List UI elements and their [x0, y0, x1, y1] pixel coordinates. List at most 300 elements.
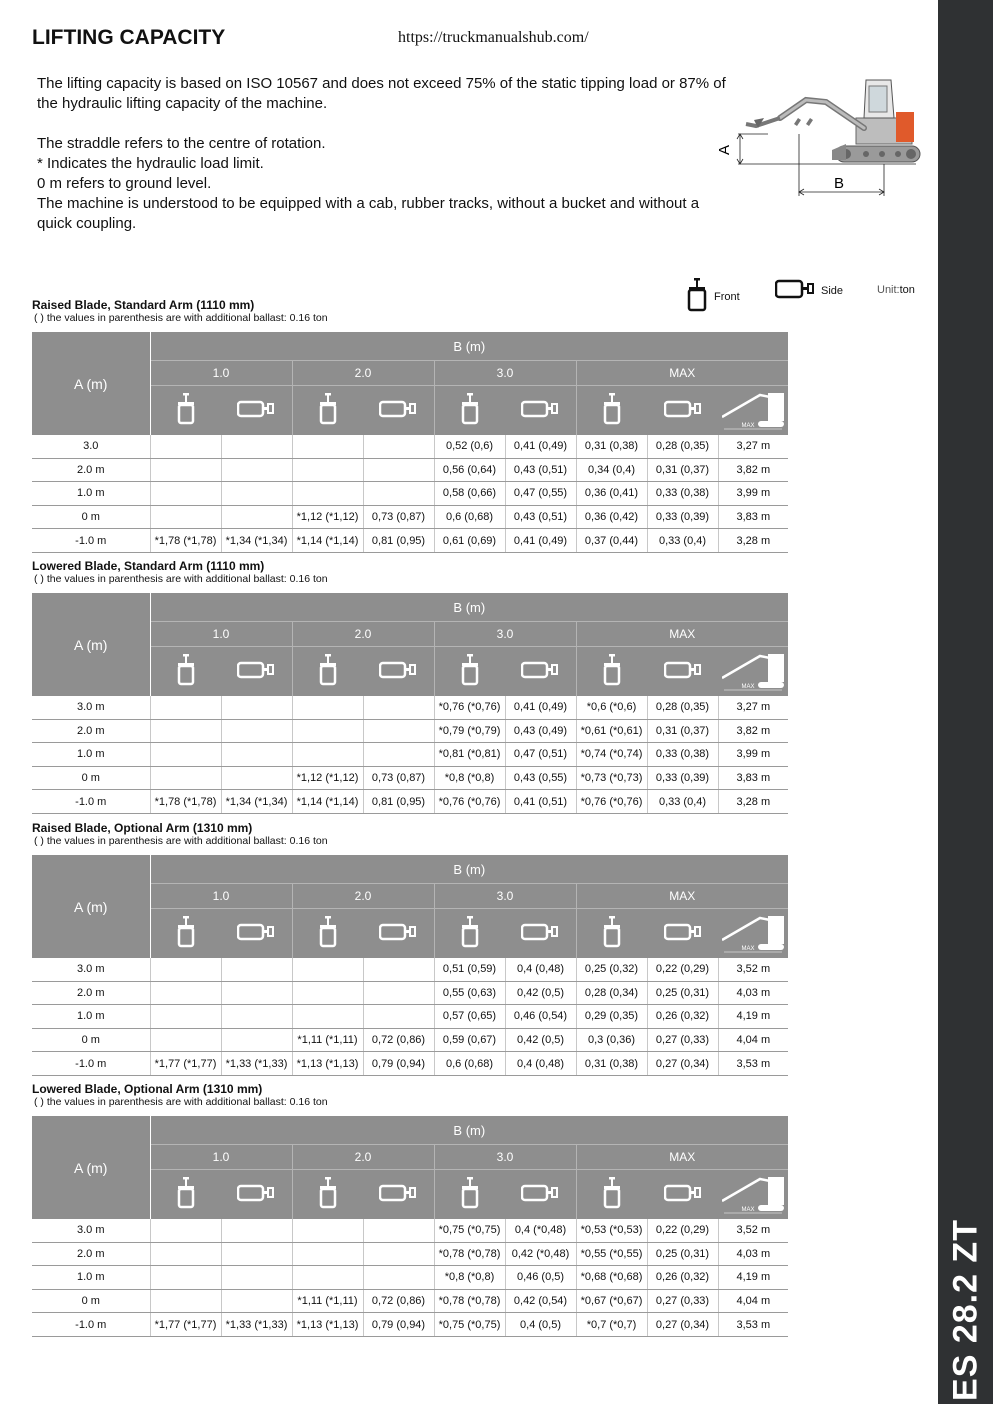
table-cell [150, 981, 221, 1005]
intro-line-equipment: The machine is understood to be equipped with a cab, rubber tracks, without a bucket and without a quick coupling. [37, 195, 700, 232]
table-cell: *0,55 (*0,55) [576, 1242, 647, 1266]
table-cell [292, 1242, 363, 1266]
table-cell [292, 1005, 363, 1029]
table-cell: *1,33 (*1,33) [221, 1313, 292, 1337]
table-cell: 0,25 (0,31) [647, 1242, 718, 1266]
row-height-cell: -1.0 m [32, 529, 150, 553]
table-cell: *0,7 (*0,7) [576, 1313, 647, 1337]
header-group: 2.0 [292, 1145, 434, 1170]
table-cell: *0,53 (*0,53) [576, 1219, 647, 1242]
table-cell [363, 435, 434, 458]
row-height-cell: -1.0 m [32, 790, 150, 814]
table-cell: 0,28 (0,35) [647, 435, 718, 458]
table-cell [363, 482, 434, 506]
table-row [32, 790, 788, 814]
table-cell: 4,03 m [718, 981, 788, 1005]
table-cell: 3,53 m [718, 1052, 788, 1076]
lifting-table [32, 593, 788, 814]
table-cell [363, 1219, 434, 1242]
section-title: Raised Blade, Optional Arm (1310 mm) [32, 821, 253, 835]
front-icon [150, 647, 221, 697]
header-group: 1.0 [150, 622, 292, 647]
table-cell: 3,28 m [718, 529, 788, 553]
table-cell [292, 458, 363, 482]
table-cell: 0,28 (0,34) [576, 981, 647, 1005]
source-url[interactable]: https://truckmanualshub.com/ [398, 29, 589, 46]
row-height-cell: 1.0 m [32, 482, 150, 506]
front-icon [576, 1170, 647, 1220]
table-cell [150, 1266, 221, 1290]
front-icon [576, 909, 647, 959]
table-cell [221, 719, 292, 743]
table-cell: *0,81 (*0,81) [434, 743, 505, 767]
table-cell: *0,79 (*0,79) [434, 719, 505, 743]
table-cell: *0,76 (*0,76) [576, 790, 647, 814]
table-cell [150, 435, 221, 458]
row-height-cell: -1.0 m [32, 1313, 150, 1337]
row-height-cell: 0 m [32, 1028, 150, 1052]
max-icon-label: MAX [741, 684, 755, 690]
table-cell: 0,29 (0,35) [576, 1005, 647, 1029]
lifting-table [32, 332, 788, 553]
table-cell: 0,51 (0,59) [434, 958, 505, 981]
header-a: A (m) [32, 1116, 150, 1219]
table-row [32, 696, 788, 719]
side-icon [363, 386, 434, 436]
table-cell: 3,82 m [718, 719, 788, 743]
table-cell: 0,43 (0,51) [505, 458, 576, 482]
table-cell [221, 435, 292, 458]
row-height-cell: 0 m [32, 505, 150, 529]
table-cell: 0,28 (0,35) [647, 696, 718, 719]
table-cell [363, 719, 434, 743]
table-cell [150, 458, 221, 482]
table-cell: 0,4 (0,48) [505, 1052, 576, 1076]
table-cell: *0,75 (*0,75) [434, 1313, 505, 1337]
table-cell [221, 458, 292, 482]
row-height-cell: -1.0 m [32, 1052, 150, 1076]
header-group: MAX [576, 622, 788, 647]
table-cell: 0,42 (0,54) [505, 1289, 576, 1313]
table-cell [150, 482, 221, 506]
dimension-b-label: B [833, 175, 845, 192]
table-cell [221, 1028, 292, 1052]
table-cell: 0,43 (0,49) [505, 719, 576, 743]
table-row [32, 482, 788, 506]
table-cell: 0,33 (0,39) [647, 766, 718, 790]
table-cell [221, 696, 292, 719]
table-cell [292, 435, 363, 458]
table-row [32, 719, 788, 743]
table-cell [150, 1028, 221, 1052]
front-icon [292, 1170, 363, 1220]
table-cell: 0,41 (0,51) [505, 790, 576, 814]
row-height-cell: 3.0 m [32, 696, 150, 719]
table-cell [292, 981, 363, 1005]
legend-front-label: Front [714, 290, 740, 303]
front-icon [292, 386, 363, 436]
table-cell: *1,12 (*1,12) [292, 766, 363, 790]
table-cell: 0,47 (0,51) [505, 743, 576, 767]
intro-line-asterisk: * Indicates the hydraulic load limit. [37, 155, 264, 172]
section-note: ( ) the values in parenthesis are with additional ballast: 0.16 ton [34, 573, 328, 585]
table-cell: 0,46 (0,54) [505, 1005, 576, 1029]
table-cell: 0,43 (0,51) [505, 505, 576, 529]
header-group: 3.0 [434, 884, 576, 909]
table-cell: 0,81 (0,95) [363, 529, 434, 553]
intro-text [37, 74, 737, 234]
table-cell [150, 1242, 221, 1266]
table-cell: *1,77 (*1,77) [150, 1313, 221, 1337]
header-b: B (m) [150, 593, 788, 622]
front-icon [434, 386, 505, 436]
table-cell: *0,74 (*0,74) [576, 743, 647, 767]
table-cell [363, 1266, 434, 1290]
table-cell [150, 1005, 221, 1029]
max-icon-label: MAX [741, 946, 755, 952]
front-icon [434, 909, 505, 959]
dimension-a-label: A [716, 144, 733, 156]
table-cell [292, 743, 363, 767]
model-name: ES 28.2 ZT [946, 1219, 984, 1401]
table-cell [221, 981, 292, 1005]
table-cell: 0,42 (*0,48) [505, 1242, 576, 1266]
table-cell: 0,59 (0,67) [434, 1028, 505, 1052]
lifting-table [32, 855, 788, 1076]
table-cell: 4,04 m [718, 1028, 788, 1052]
side-icon [647, 386, 718, 436]
section-note: ( ) the values in parenthesis are with additional ballast: 0.16 ton [34, 312, 328, 324]
table-cell: 0,36 (0,41) [576, 482, 647, 506]
table-row [32, 1266, 788, 1290]
table-cell [221, 1289, 292, 1313]
side-icon [505, 909, 576, 959]
table-cell: 3,27 m [718, 435, 788, 458]
intro-paragraph: The lifting capacity is based on ISO 10567 and does not exceed 75% of the static tipping load or 87% of the hydraulic lifting capacity of the machine. [37, 75, 726, 112]
table-cell [221, 1242, 292, 1266]
row-height-cell: 2.0 m [32, 719, 150, 743]
header-group: 2.0 [292, 884, 434, 909]
table-row [32, 1052, 788, 1076]
table-cell: 0,79 (0,94) [363, 1052, 434, 1076]
table-cell [292, 1219, 363, 1242]
header-group: 2.0 [292, 361, 434, 386]
table-row [32, 458, 788, 482]
front-icon [434, 1170, 505, 1220]
table-cell: 3,83 m [718, 766, 788, 790]
table-cell [221, 958, 292, 981]
table-cell: 0,26 (0,32) [647, 1266, 718, 1290]
header-b: B (m) [150, 1116, 788, 1145]
table-cell [150, 696, 221, 719]
header-group: MAX [576, 1145, 788, 1170]
table-cell [363, 981, 434, 1005]
table-cell: 0,31 (0,38) [576, 1052, 647, 1076]
table-row [32, 529, 788, 553]
table-row [32, 981, 788, 1005]
table-cell: 0,31 (0,38) [576, 435, 647, 458]
table-cell: *0,73 (*0,73) [576, 766, 647, 790]
table-cell: 0,61 (0,69) [434, 529, 505, 553]
side-icon [505, 647, 576, 697]
table-cell: 0,27 (0,34) [647, 1313, 718, 1337]
table-cell: 0,47 (0,55) [505, 482, 576, 506]
table-row [32, 1289, 788, 1313]
table-cell: *1,34 (*1,34) [221, 790, 292, 814]
side-icon [221, 1170, 292, 1220]
table-cell: *0,76 (*0,76) [434, 696, 505, 719]
row-height-cell: 0 m [32, 766, 150, 790]
front-icon [292, 909, 363, 959]
front-icon [576, 647, 647, 697]
table-cell: 3,82 m [718, 458, 788, 482]
header-group: 3.0 [434, 361, 576, 386]
side-icon [505, 386, 576, 436]
table-cell: 4,19 m [718, 1266, 788, 1290]
header-group: 2.0 [292, 622, 434, 647]
table-cell [150, 766, 221, 790]
table-cell: *0,8 (*0,8) [434, 766, 505, 790]
row-height-cell: 1.0 m [32, 1266, 150, 1290]
table-cell: 3,99 m [718, 482, 788, 506]
section-raised-optional [32, 821, 792, 1076]
max-reach-icon [718, 909, 788, 959]
table-cell: 3,52 m [718, 1219, 788, 1242]
table-cell: 0,31 (0,37) [647, 458, 718, 482]
table-cell [150, 958, 221, 981]
section-title: Lowered Blade, Optional Arm (1310 mm) [32, 1082, 263, 1096]
table-cell [363, 696, 434, 719]
table-row [32, 1028, 788, 1052]
table-cell: *1,33 (*1,33) [221, 1052, 292, 1076]
table-cell: 0,22 (0,29) [647, 958, 718, 981]
table-cell [221, 1005, 292, 1029]
table-cell: *1,78 (*1,78) [150, 790, 221, 814]
table-cell: *0,78 (*0,78) [434, 1289, 505, 1313]
table-cell: *0,6 (*0,6) [576, 696, 647, 719]
row-height-cell: 0 m [32, 1289, 150, 1313]
section-note: ( ) the values in parenthesis are with additional ballast: 0.16 ton [34, 835, 328, 847]
table-cell [150, 719, 221, 743]
row-height-cell: 3.0 [32, 435, 150, 458]
table-cell: *1,12 (*1,12) [292, 505, 363, 529]
front-icon [150, 909, 221, 959]
max-icon-label: MAX [741, 1207, 755, 1213]
table-cell: *0,8 (*0,8) [434, 1266, 505, 1290]
row-height-cell: 3.0 m [32, 958, 150, 981]
table-cell: 0,43 (0,55) [505, 766, 576, 790]
header-group: 1.0 [150, 884, 292, 909]
table-cell [221, 1219, 292, 1242]
model-label [938, 1220, 993, 1400]
lifting-table [32, 1116, 788, 1337]
table-cell: *1,13 (*1,13) [292, 1313, 363, 1337]
max-reach-icon [718, 647, 788, 697]
table-cell: *0,61 (*0,61) [576, 719, 647, 743]
table-cell: 0,73 (0,87) [363, 505, 434, 529]
table-row [32, 766, 788, 790]
table-cell: 0,4 (*0,48) [505, 1219, 576, 1242]
table-cell [363, 1005, 434, 1029]
table-row [32, 1005, 788, 1029]
side-icon [221, 386, 292, 436]
side-icon [221, 647, 292, 697]
intro-line-straddle: The straddle refers to the centre of rotation. [37, 135, 326, 152]
table-cell: 4,03 m [718, 1242, 788, 1266]
table-cell: 0,46 (0,5) [505, 1266, 576, 1290]
header-group: MAX [576, 884, 788, 909]
table-cell [150, 1289, 221, 1313]
table-cell: 3,28 m [718, 790, 788, 814]
page-title: LIFTING CAPACITY [32, 26, 226, 49]
table-cell [221, 766, 292, 790]
row-height-cell: 2.0 m [32, 458, 150, 482]
table-cell: 3,53 m [718, 1313, 788, 1337]
table-cell [292, 696, 363, 719]
row-height-cell: 3.0 m [32, 1219, 150, 1242]
table-cell: 0,57 (0,65) [434, 1005, 505, 1029]
table-cell: 4,04 m [718, 1289, 788, 1313]
table-cell: 0,79 (0,94) [363, 1313, 434, 1337]
table-cell: 0,4 (0,48) [505, 958, 576, 981]
header-group: 3.0 [434, 622, 576, 647]
table-cell [292, 482, 363, 506]
table-cell [221, 482, 292, 506]
table-cell: 0,72 (0,86) [363, 1028, 434, 1052]
table-row [32, 958, 788, 981]
table-row [32, 1313, 788, 1337]
table-cell: 4,19 m [718, 1005, 788, 1029]
row-height-cell: 2.0 m [32, 1242, 150, 1266]
table-cell: *1,11 (*1,11) [292, 1289, 363, 1313]
table-cell: 0,33 (0,4) [647, 790, 718, 814]
table-row [32, 435, 788, 458]
table-cell: 0,42 (0,5) [505, 1028, 576, 1052]
side-icon [505, 1170, 576, 1220]
table-row [32, 1219, 788, 1242]
front-icon [150, 1170, 221, 1220]
section-lowered-optional [32, 1082, 792, 1337]
section-note: ( ) the values in parenthesis are with additional ballast: 0.16 ton [34, 1096, 328, 1108]
side-icon [363, 909, 434, 959]
table-cell: 0,55 (0,63) [434, 981, 505, 1005]
table-row [32, 1242, 788, 1266]
table-cell: 0,26 (0,32) [647, 1005, 718, 1029]
header-group: 1.0 [150, 361, 292, 386]
sidebar [938, 0, 993, 1404]
table-cell [292, 958, 363, 981]
excavator-diagram [716, 68, 926, 198]
unit-label: Unit:ton [877, 284, 915, 296]
table-cell: *1,78 (*1,78) [150, 529, 221, 553]
section-title: Lowered Blade, Standard Arm (1110 mm) [32, 559, 265, 573]
table-cell [363, 958, 434, 981]
table-cell: 0,56 (0,64) [434, 458, 505, 482]
section-title: Raised Blade, Standard Arm (1110 mm) [32, 298, 255, 312]
table-cell: *0,68 (*0,68) [576, 1266, 647, 1290]
table-cell: *1,77 (*1,77) [150, 1052, 221, 1076]
table-cell: 0,73 (0,87) [363, 766, 434, 790]
table-cell: 0,41 (0,49) [505, 696, 576, 719]
front-icon [434, 647, 505, 697]
max-icon-label: MAX [741, 423, 755, 429]
table-cell: *0,75 (*0,75) [434, 1219, 505, 1242]
table-cell: 0,33 (0,38) [647, 743, 718, 767]
header-b: B (m) [150, 332, 788, 361]
table-cell: 0,27 (0,33) [647, 1028, 718, 1052]
max-reach-icon [718, 386, 788, 436]
table-cell [221, 1266, 292, 1290]
table-cell: 0,41 (0,49) [505, 529, 576, 553]
table-cell: 0,36 (0,42) [576, 505, 647, 529]
table-cell [150, 743, 221, 767]
table-cell [363, 743, 434, 767]
table-cell: 0,4 (0,5) [505, 1313, 576, 1337]
front-icon [576, 386, 647, 436]
table-cell: *0,67 (*0,67) [576, 1289, 647, 1313]
intro-line-ground: 0 m refers to ground level. [37, 175, 212, 192]
table-cell: 0,72 (0,86) [363, 1289, 434, 1313]
legend-side-label: Side [821, 284, 844, 297]
row-height-cell: 1.0 m [32, 743, 150, 767]
table-cell: 0,37 (0,44) [576, 529, 647, 553]
section-lowered-standard [32, 559, 792, 814]
side-icon [221, 909, 292, 959]
table-cell [221, 505, 292, 529]
front-icon [150, 386, 221, 436]
table-cell: 0,25 (0,32) [576, 958, 647, 981]
side-icon [647, 647, 718, 697]
table-cell: 0,22 (0,29) [647, 1219, 718, 1242]
table-row [32, 505, 788, 529]
header-group: MAX [576, 361, 788, 386]
row-height-cell: 1.0 m [32, 1005, 150, 1029]
table-cell: 0,41 (0,49) [505, 435, 576, 458]
table-cell: 0,25 (0,31) [647, 981, 718, 1005]
table-cell: 0,42 (0,5) [505, 981, 576, 1005]
table-cell [150, 505, 221, 529]
side-icon [363, 1170, 434, 1220]
table-row [32, 743, 788, 767]
table-cell: 3,27 m [718, 696, 788, 719]
max-reach-icon [718, 1170, 788, 1220]
side-icon [363, 647, 434, 697]
unit-value: ton [899, 284, 915, 296]
front-icon [292, 647, 363, 697]
table-cell: *1,11 (*1,11) [292, 1028, 363, 1052]
table-cell: 0,33 (0,4) [647, 529, 718, 553]
header-group: 1.0 [150, 1145, 292, 1170]
table-cell: 0,81 (0,95) [363, 790, 434, 814]
table-cell: 0,6 (0,68) [434, 1052, 505, 1076]
table-cell: 0,6 (0,68) [434, 505, 505, 529]
table-cell: 0,34 (0,4) [576, 458, 647, 482]
table-cell: 3,52 m [718, 958, 788, 981]
table-cell: 0,27 (0,34) [647, 1052, 718, 1076]
row-height-cell: 2.0 m [32, 981, 150, 1005]
table-cell [363, 458, 434, 482]
header-group: 3.0 [434, 1145, 576, 1170]
table-cell: *0,76 (*0,76) [434, 790, 505, 814]
header-b: B (m) [150, 855, 788, 884]
table-cell: 0,58 (0,66) [434, 482, 505, 506]
header-a: A (m) [32, 855, 150, 958]
table-cell: 0,3 (0,36) [576, 1028, 647, 1052]
table-cell: 0,33 (0,39) [647, 505, 718, 529]
section-raised-standard [32, 298, 792, 553]
side-icon [647, 909, 718, 959]
table-cell: *1,13 (*1,13) [292, 1052, 363, 1076]
